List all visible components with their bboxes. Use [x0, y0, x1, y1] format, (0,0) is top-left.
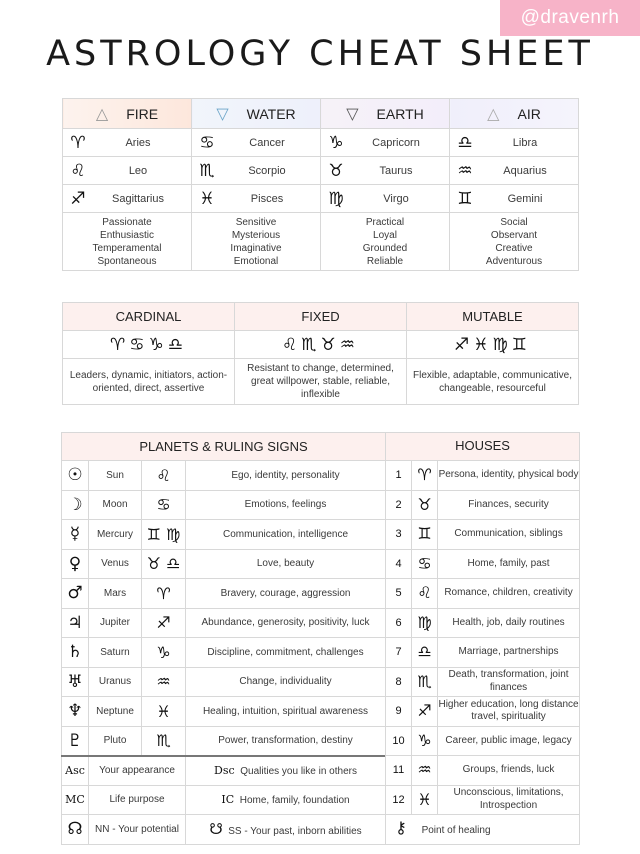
sign-cell: [192, 129, 321, 157]
house-row: [386, 579, 580, 609]
house-number: 2: [386, 490, 412, 520]
house-meaning: Romance, children, creativity: [438, 579, 580, 609]
house-meaning: Finances, security: [438, 490, 580, 520]
house-row: [386, 697, 580, 727]
planet-name: Mercury: [89, 520, 142, 550]
pisces-icon: ♓: [199, 188, 215, 209]
sun-icon: ☉: [62, 461, 89, 491]
scorpio-icon: ♏: [199, 160, 215, 181]
descendant-icon: Dsc: [214, 764, 235, 777]
healing-row: [386, 815, 580, 845]
planet-meaning: Healing, intuition, spiritual awareness: [186, 697, 386, 727]
house-meaning: Groups, friends, luck: [438, 756, 580, 786]
planet-row: [62, 549, 386, 579]
elements-table: [62, 98, 579, 271]
element-name: WATER: [246, 105, 296, 122]
house-row: [386, 608, 580, 638]
libra-icon: ♎: [457, 132, 473, 153]
trait: Mysterious: [231, 229, 281, 241]
planet-name: Jupiter: [89, 608, 142, 638]
gemini-icon: ♊: [457, 188, 473, 209]
planet-meaning: Communication, intelligence: [186, 520, 386, 550]
planet-name: Venus: [89, 549, 142, 579]
jupiter-icon: ♃: [62, 608, 89, 638]
trait: Practical: [365, 216, 405, 228]
planet-row: [62, 490, 386, 520]
sign-name: Sagittarius: [112, 192, 164, 205]
house-number: 8: [386, 667, 412, 697]
planet-meaning: Emotions, feelings: [186, 490, 386, 520]
element-name: AIR: [517, 105, 541, 122]
modalities-table: [62, 302, 579, 405]
angle-pair: [186, 756, 386, 786]
house-meaning: Communication, siblings: [438, 520, 580, 550]
house-meaning: Death, transformation, joint finances: [438, 667, 580, 697]
houses-table: [385, 432, 580, 845]
house-number: 9: [386, 697, 412, 727]
house-meaning: Career, public image, legacy: [438, 726, 580, 756]
sign-cell: [321, 157, 450, 185]
element-header-air: [450, 99, 579, 129]
house-meaning: Health, job, daily routines: [438, 608, 580, 638]
house-meaning: Unconscious, limitations, Introspection: [438, 785, 580, 815]
house-row: [386, 726, 580, 756]
element-name: FIRE: [126, 105, 159, 122]
angle-row: [62, 785, 386, 815]
sign-name: Libra: [512, 136, 538, 149]
pisces-icon: ♓: [412, 785, 438, 815]
aquarius-icon: ♒: [412, 756, 438, 786]
angle-pair: [186, 785, 386, 815]
saturn-icon: ♄: [62, 638, 89, 668]
planet-row: [62, 608, 386, 638]
cardinal-traits: Leaders, dynamic, initiators, action-oriented, direct, assertive: [63, 359, 235, 405]
south-node-icon: ☋: [209, 820, 223, 839]
sign-cell: [192, 157, 321, 185]
planet-row: [62, 520, 386, 550]
planet-meaning: Change, individuality: [186, 667, 386, 697]
sign-name: Aries: [125, 136, 151, 149]
house-number: 11: [386, 756, 412, 786]
sign-cell: [63, 185, 192, 213]
trait: Loyal: [373, 229, 397, 241]
sagittarius-icon: ♐: [142, 608, 186, 638]
sign-name: Gemini: [507, 192, 543, 205]
sagittarius-icon: ♐: [412, 697, 438, 727]
planet-meaning: Power, transformation, destiny: [186, 726, 386, 756]
planet-row: [62, 697, 386, 727]
sagittarius-icon: ♐: [70, 188, 86, 209]
trait: Creative: [495, 242, 533, 254]
ascendant-icon: Asc: [62, 756, 89, 786]
planet-meaning: Bravery, courage, aggression: [186, 579, 386, 609]
cancer-icon: ♋: [142, 490, 186, 520]
moon-icon: ☽: [62, 490, 89, 520]
sign-name: Leo: [128, 164, 148, 177]
planet-name: Saturn: [89, 638, 142, 668]
leo-icon: ♌: [142, 461, 186, 491]
trait: Emotional: [233, 255, 279, 267]
element-traits-earth: [321, 213, 450, 271]
water-triangle-icon: ▽: [216, 105, 229, 123]
leo-icon: ♌: [412, 579, 438, 609]
element-header-fire: [63, 99, 192, 129]
pluto-icon: ♇: [62, 726, 89, 756]
venus-icon: ♀: [62, 549, 89, 579]
neptune-icon: ♆: [62, 697, 89, 727]
sign-cell: [63, 157, 192, 185]
element-traits-air: [450, 213, 579, 271]
gemini-icon: ♊: [412, 520, 438, 550]
angle-text: Life purpose: [89, 785, 186, 815]
planet-name: Neptune: [89, 697, 142, 727]
planets-header: PLANETS & RULING SIGNS: [62, 433, 386, 461]
sign-name: Taurus: [379, 164, 413, 177]
element-traits-water: [192, 213, 321, 271]
planets-table: [61, 432, 386, 845]
angle-text: Home, family, foundation: [239, 795, 350, 807]
north-node-icon: ☊: [62, 815, 89, 845]
element-traits-fire: [63, 213, 192, 271]
trait: Temperamental: [92, 242, 162, 254]
sign-cell: [450, 185, 579, 213]
sign-cell: [63, 129, 192, 157]
sign-cell: [450, 129, 579, 157]
modality-header-fixed: FIXED: [235, 303, 407, 331]
planet-row: [62, 461, 386, 491]
healing-cell: [386, 815, 580, 845]
house-meaning: Persona, identity, physical body: [438, 461, 580, 491]
capricorn-icon: ♑: [142, 638, 186, 668]
element-name: EARTH: [376, 105, 424, 122]
sign-name: Pisces: [250, 192, 284, 205]
element-header-water: [192, 99, 321, 129]
angle-text: Your appearance: [89, 756, 186, 786]
trait: Spontaneous: [97, 255, 157, 267]
planet-name: Mars: [89, 579, 142, 609]
house-row: [386, 461, 580, 491]
house-row: [386, 756, 580, 786]
sign-cell: [321, 185, 450, 213]
scorpio-icon: ♏: [412, 667, 438, 697]
trait: Reliable: [366, 255, 404, 267]
fixed-traits: Resistant to change, determined, great willpower, stable, reliable, inflexible: [235, 359, 407, 405]
house-number: 4: [386, 549, 412, 579]
house-meaning: Higher education, long distance travel, spirituality: [438, 697, 580, 727]
planet-meaning: Ego, identity, personality: [186, 461, 386, 491]
sign-cell: [321, 129, 450, 157]
capricorn-icon: ♑: [328, 132, 344, 153]
house-number: 10: [386, 726, 412, 756]
mutable-signs-icons: ♐♓♍♊: [407, 331, 579, 359]
modality-header-mutable: MUTABLE: [407, 303, 579, 331]
house-meaning: Marriage, partnerships: [438, 638, 580, 668]
virgo-icon: ♍: [412, 608, 438, 638]
angle-pair: [186, 815, 386, 845]
houses-header: HOUSES: [386, 433, 580, 461]
house-row: [386, 785, 580, 815]
house-number: 6: [386, 608, 412, 638]
trait: Observant: [490, 229, 538, 241]
house-number: 7: [386, 638, 412, 668]
modality-header-cardinal: CARDINAL: [63, 303, 235, 331]
planet-meaning: Discipline, commitment, challenges: [186, 638, 386, 668]
planet-meaning: Love, beauty: [186, 549, 386, 579]
mutable-traits: Flexible, adaptable, communicative, changeable, resourceful: [407, 359, 579, 405]
watermark: @dravenrh: [500, 0, 640, 36]
house-meaning: Home, family, past: [438, 549, 580, 579]
aries-icon: ♈: [412, 461, 438, 491]
leo-icon: ♌: [70, 160, 86, 181]
trait: Adventurous: [485, 255, 543, 267]
imum-coeli-icon: IC: [221, 793, 235, 807]
planet-name: Moon: [89, 490, 142, 520]
element-header-earth: [321, 99, 450, 129]
house-number: 1: [386, 461, 412, 491]
aquarius-icon: ♒: [457, 160, 473, 181]
sign-name: Aquarius: [503, 164, 547, 177]
planet-name: Pluto: [89, 726, 142, 756]
planet-name: Uranus: [89, 667, 142, 697]
trait: Passionate: [102, 216, 152, 228]
house-row: [386, 490, 580, 520]
capricorn-icon: ♑: [412, 726, 438, 756]
trait: Sensitive: [235, 216, 277, 228]
sign-name: Cancer: [249, 136, 285, 149]
trait: Social: [500, 216, 528, 228]
sign-cell: [450, 157, 579, 185]
uranus-icon: ♅: [62, 667, 89, 697]
scorpio-icon: ♏: [142, 726, 186, 756]
earth-triangle-icon: ▽: [346, 105, 359, 123]
sign-name: Virgo: [383, 192, 409, 205]
taurus-libra-icon: ♉ ♎: [142, 549, 186, 579]
midheaven-icon: MC: [62, 785, 89, 815]
trait: Enthusiastic: [100, 229, 154, 241]
house-row: [386, 520, 580, 550]
cancer-icon: ♋: [412, 549, 438, 579]
house-number: 12: [386, 785, 412, 815]
angle-text: SS - Your past, inborn abilities: [228, 826, 362, 838]
house-row: [386, 549, 580, 579]
trait: Grounded: [362, 242, 408, 254]
sign-cell: [192, 185, 321, 213]
taurus-icon: ♉: [412, 490, 438, 520]
house-row: [386, 667, 580, 697]
chiron-icon: ⚷: [395, 817, 407, 837]
cardinal-signs-icons: ♈♋♑♎: [63, 331, 235, 359]
aquarius-icon: ♒: [142, 667, 186, 697]
angle-row: [62, 756, 386, 786]
planet-row: [62, 579, 386, 609]
aries-icon: ♈: [142, 579, 186, 609]
cancer-icon: ♋: [199, 132, 215, 153]
angle-text: NN - Your potential: [89, 815, 186, 845]
mars-icon: ♂: [62, 579, 89, 609]
sign-name: Capricorn: [372, 136, 420, 149]
house-row: [386, 638, 580, 668]
air-triangle-icon: △: [487, 105, 500, 123]
angle-row: [62, 815, 386, 845]
planet-name: Sun: [89, 461, 142, 491]
page-title: ASTROLOGY CHEAT SHEET: [46, 34, 594, 74]
libra-icon: ♎: [412, 638, 438, 668]
fixed-signs-icons: ♌♏♉♒: [235, 331, 407, 359]
mercury-icon: ☿: [62, 520, 89, 550]
healing-text: Point of healing: [421, 824, 491, 836]
trait: Imaginative: [230, 242, 282, 254]
angle-text: Qualities you like in others: [240, 766, 357, 777]
planet-row: [62, 638, 386, 668]
planet-row: [62, 726, 386, 756]
aries-icon: ♈: [70, 132, 86, 153]
fire-triangle-icon: △: [95, 105, 109, 123]
sign-name: Scorpio: [248, 164, 286, 177]
house-number: 3: [386, 520, 412, 550]
house-number: 5: [386, 579, 412, 609]
taurus-icon: ♉: [328, 160, 344, 181]
planet-row: [62, 667, 386, 697]
pisces-icon: ♓: [142, 697, 186, 727]
virgo-icon: ♍: [328, 188, 344, 209]
gemini-virgo-icon: ♊ ♍: [142, 520, 186, 550]
planet-meaning: Abundance, generosity, positivity, luck: [186, 608, 386, 638]
